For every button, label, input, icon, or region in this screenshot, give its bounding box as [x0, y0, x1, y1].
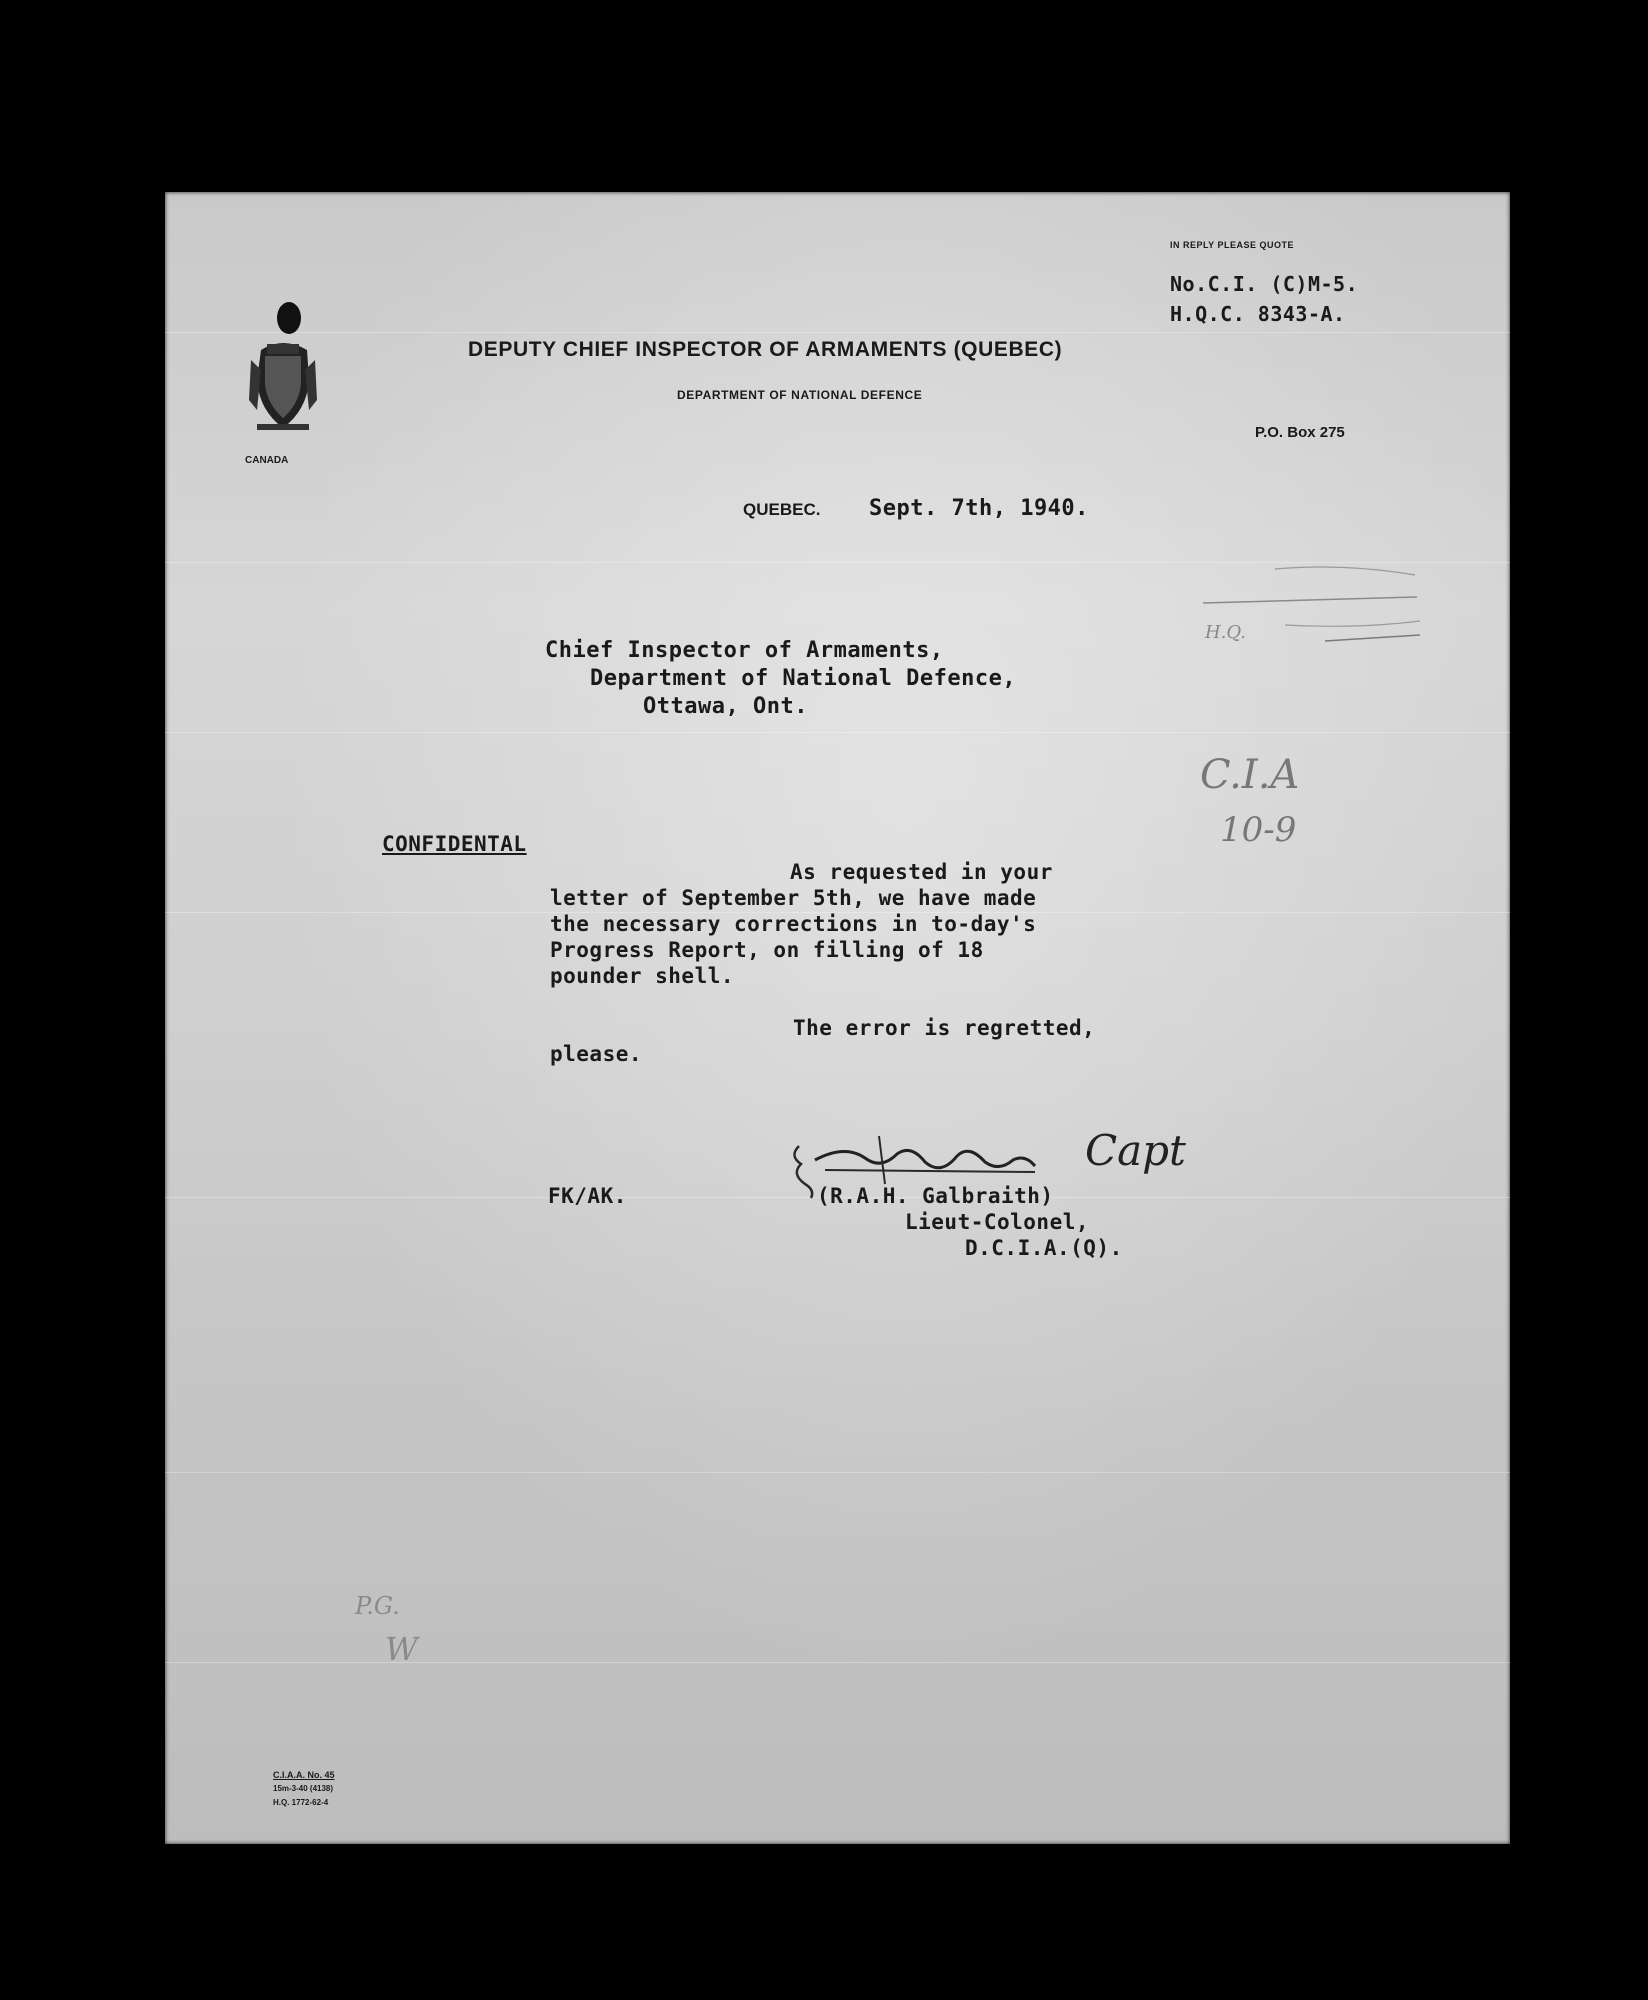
body-line: pounder shell.: [550, 964, 735, 988]
reply-quote-prompt: IN REPLY PLEASE QUOTE: [1170, 240, 1295, 250]
signature-rank-suffix: Capt: [1085, 1126, 1186, 1175]
recipient-line-1: Chief Inspector of Armaments,: [545, 638, 944, 663]
form-number: C.I.A.A. No. 45: [273, 1770, 335, 1780]
emblem-caption: CANADA: [245, 455, 289, 466]
dateline-place: QUEBEC.: [743, 500, 821, 519]
hqc-number: H.Q.C. 8343-A.: [1170, 302, 1346, 326]
signatory-rank: Lieut-Colonel,: [905, 1210, 1090, 1234]
body-line: As requested in your: [790, 860, 1053, 884]
po-box: P.O. Box 275: [1255, 424, 1345, 441]
letter-page: [165, 192, 1510, 1844]
letterhead-title: DEPUTY CHIEF INSPECTOR OF ARMAMENTS (QUEBEC): [468, 338, 1063, 361]
body-line: the necessary corrections in to-day's: [550, 912, 1037, 936]
classification-marking: CONFIDENTAL: [382, 832, 527, 856]
typist-initials: FK/AK.: [548, 1184, 627, 1208]
recipient-line-2: Department of National Defence,: [590, 666, 1017, 691]
pencil-note-2: W: [385, 1630, 418, 1668]
signatory-title: D.C.I.A.(Q).: [965, 1236, 1123, 1260]
scan-line: [165, 1472, 1510, 1473]
stamp-text: H.Q.: [1205, 622, 1247, 643]
coat-of-arms-icon: [247, 300, 319, 450]
scan-line: [165, 332, 1510, 333]
body-line: The error is regretted,: [793, 1016, 1096, 1040]
scan-line: [165, 732, 1510, 733]
dateline-date: Sept. 7th, 1940.: [869, 496, 1089, 521]
department-name: DEPARTMENT OF NATIONAL DEFENCE: [677, 388, 923, 402]
reply-number: No.C.I. (C)M-5.: [1170, 272, 1359, 296]
handwritten-cia-note: C.I.A: [1200, 752, 1300, 798]
recipient-line-3: Ottawa, Ont.: [643, 694, 808, 719]
body-line: please.: [550, 1042, 643, 1066]
handwritten-cia-date: 10-9: [1220, 810, 1297, 850]
form-hq-code: H.Q. 1772-62-4: [273, 1798, 329, 1807]
body-line: letter of September 5th, we have made: [550, 886, 1037, 910]
scan-line: [165, 1662, 1510, 1663]
form-print-code: 15m-3-40 (4138): [273, 1784, 334, 1793]
pencil-note-1: P.G.: [355, 1592, 400, 1620]
body-line: Progress Report, on filling of 18: [550, 938, 984, 962]
signatory-name: (R.A.H. Galbraith): [817, 1184, 1054, 1208]
